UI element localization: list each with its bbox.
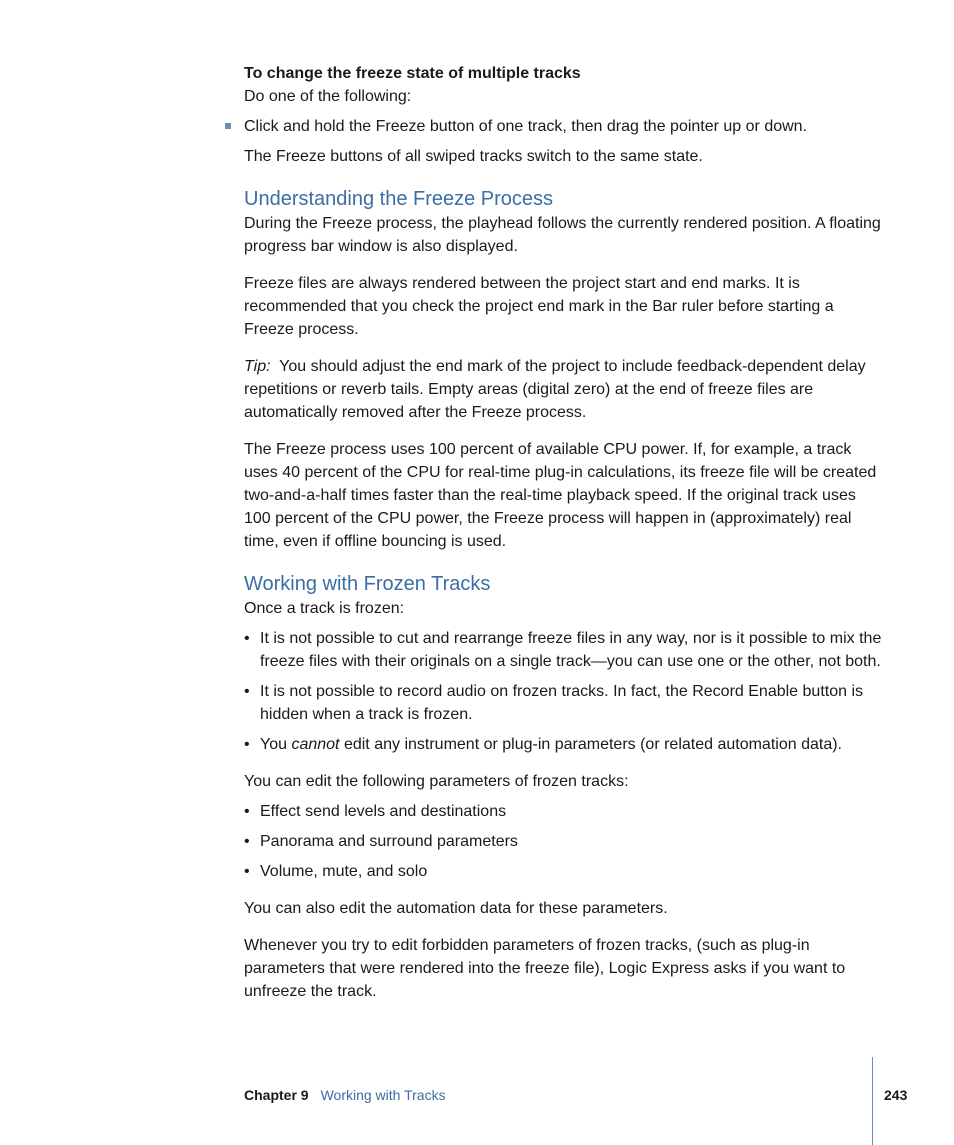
bullet-icon: • (244, 803, 250, 820)
page-content (244, 62, 884, 1003)
bullet-icon: • (244, 630, 250, 647)
paragraph: During the Freeze process, the playhead follows the currently rendered position. A floating progress bar window is also displayed. (244, 215, 881, 255)
footer-chapter: Chapter 9 (244, 1087, 309, 1103)
paragraph: Whenever you try to edit forbidden parameters of frozen tracks, (such as plug-in parameters that were rendered into the freeze file), Logic Express asks if you want to unfreeze the track. (244, 937, 846, 1000)
page-footer (244, 1085, 446, 1105)
editable-parameters-list (244, 800, 884, 883)
procedure-step (244, 115, 884, 138)
tip-paragraph (244, 355, 884, 424)
list-item: • Effect send levels and destinations (244, 800, 884, 823)
square-bullet-icon (225, 123, 231, 129)
frozen-restrictions-list (244, 627, 884, 756)
paragraph: You can edit the following parameters of frozen tracks: (244, 773, 629, 790)
section-heading-frozen-tracks: Working with Frozen Tracks (244, 573, 491, 595)
page-number: 243 (884, 1087, 908, 1103)
list-item: • You cannot edit any instrument or plug-in parameters (or related automation data). (244, 733, 884, 756)
paragraph: You can also edit the automation data for these parameters. (244, 900, 668, 917)
section-heading-freeze-process: Understanding the Freeze Process (244, 188, 554, 210)
paragraph: The Freeze process uses 100 percent of available CPU power. If, for example, a track uses 40 percent of the CPU for real-time plug-in calculations, its freeze file will be created two-and-a-half times faster than the real-time playback speed. If the original track uses 100 percent of the CPU power, the Freeze process will happen in (approximately) real time, even if offline bouncing is used. (244, 441, 877, 550)
footer-chapter-title: Working with Tracks (320, 1087, 446, 1103)
footer-divider (872, 1057, 873, 1145)
tip-label: Tip: (244, 358, 271, 375)
paragraph: Freeze files are always rendered between the project start and end marks. It is recommended that you check the project end mark in the Bar ruler before starting a Freeze process. (244, 275, 834, 338)
list-item: • Panorama and surround parameters (244, 830, 884, 853)
list-item: • Volume, mute, and solo (244, 860, 884, 883)
tip-text: You should adjust the end mark of the project to include feedback-dependent delay repetitions or reverb tails. Empty areas (digital zero) at the end of freeze files are automatically removed after the Freeze process. (244, 358, 866, 421)
procedure-intro: Do one of the following: (244, 88, 412, 105)
bullet-icon: • (244, 736, 250, 753)
procedure-title: To change the freeze state of multiple tracks (244, 65, 581, 82)
procedure-result: The Freeze buttons of all swiped tracks switch to the same state. (244, 148, 703, 165)
list-item: • It is not possible to cut and rearrange freeze files in any way, nor is it possible to mix the freeze files with their originals on a single track—you can use one or the other, not both. (244, 627, 884, 673)
bullet-icon: • (244, 833, 250, 850)
paragraph: Once a track is frozen: (244, 600, 405, 617)
list-item: • It is not possible to record audio on frozen tracks. In fact, the Record Enable button is hidden when a track is frozen. (244, 680, 884, 726)
bullet-icon: • (244, 863, 250, 880)
bullet-icon: • (244, 683, 250, 700)
procedure-step-text: Click and hold the Freeze button of one track, then drag the pointer up or down. (244, 118, 808, 135)
